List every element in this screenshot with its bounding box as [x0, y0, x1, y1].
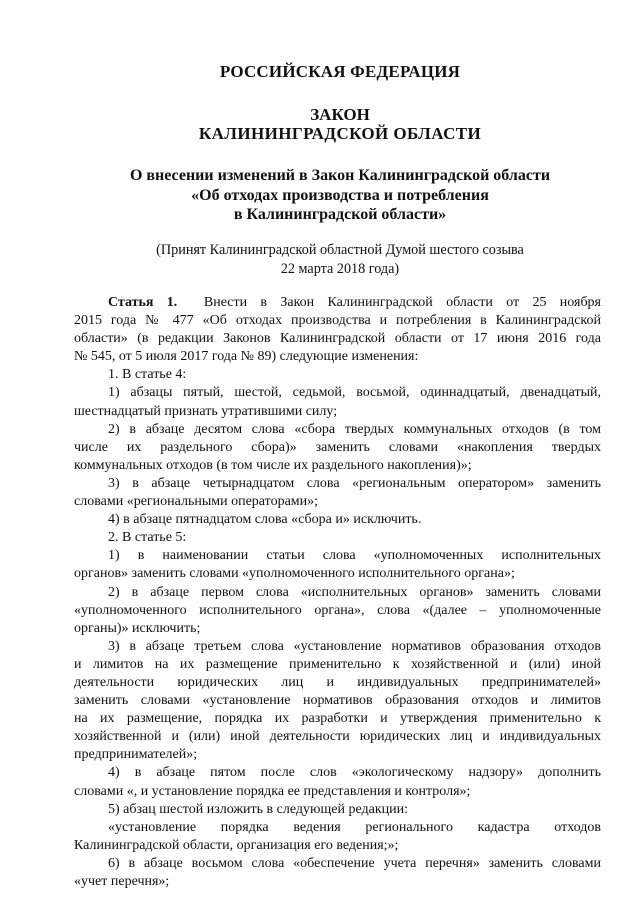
body-line: Калининградской области, организация его ведения;»; [74, 837, 399, 853]
body-line: органов» заменить словами «уполномоченного исполнительного органа»; [74, 566, 515, 582]
body-line-text: Внести в Закон Калининградской области от 25 ноября [203, 295, 601, 310]
body-line [74, 294, 601, 312]
adoption-note-line: (Принят Калининградской областной Думой шестого созыва [156, 242, 524, 258]
body-line: органы)» исключить; [74, 620, 201, 636]
body-line: заменить словами «установление нормативов образования отходов и лимитов [74, 693, 601, 709]
adoption-note-line: 22 марта 2018 года) [280, 260, 400, 277]
law-title-line: «Об отходах производства и потребления [191, 186, 489, 204]
body-line: 4) в абзаце пятом после слов «экологическому надзору» дополнить [108, 765, 601, 781]
body-line: 1) абзацы пятый, шестой, седьмой, восьмой, одиннадцатый, двенадцатый, [108, 385, 601, 401]
body-line: коммунальных отходов (в том числе их раздельного накопления)»; [74, 457, 472, 473]
body-line: 2) в абзаце первом слова «исполнительных органов» заменить словами [108, 584, 601, 600]
body-line: шестнадцатый признать утратившими силу; [74, 403, 338, 419]
body-line: и лимитов на их размещение применительно к хозяйственной и (или) иной [74, 656, 601, 672]
federation-heading: РОССИЙСКАЯ ФЕДЕРАЦИЯ [219, 62, 461, 81]
body-line: 3) в абзаце третьем слова «установление нормативов образования отходов [108, 638, 601, 654]
law-title [0, 166, 640, 225]
body-line: 1. В статье 4: [108, 367, 187, 383]
body-line: 6) в абзаце восьмом слова «обеспечение учета перечня» заменить словами [108, 855, 601, 871]
body-line: 3) в абзаце четырнадцатом слова «региональным оператором» заменить [108, 475, 601, 491]
body-line: «учет перечня»; [74, 874, 170, 889]
body-line: 2. В статье 5: [108, 530, 187, 546]
body-line: 5) абзац шестой изложить в следующей редакции: [108, 801, 408, 817]
law-body [74, 294, 601, 891]
body-line: 2) в абзаце десятом слова «сбора твердых коммунальных отходов (в том [108, 421, 601, 437]
body-line: «установление порядка ведения регионального кадастра отходов [108, 819, 601, 835]
body-line: 1) в наименовании статьи слова «уполномоченных исполнительных [108, 548, 601, 564]
body-line: 4) в абзаце пятнадцатом слова «сбора и» исключить. [108, 512, 422, 528]
body-line: деятельности юридических лиц и индивидуальных предпринимателей» [74, 674, 601, 690]
law-title-line: в Калининградской области» [233, 206, 447, 223]
article-label: Статья 1. [108, 295, 178, 310]
body-line: области» (в редакции Законов Калининградской области от 17 июня 2016 года [74, 331, 601, 347]
body-line: № 545, от 5 июля 2017 года № 89) следующие изменения: [74, 349, 419, 365]
adoption-note [0, 241, 640, 278]
body-line: хозяйственной и (или) иной деятельности юридических лиц и индивидуальных [74, 729, 601, 745]
law-heading: ЗАКОН [310, 105, 370, 124]
body-line: числе их раздельного сбора)» заменить словами «накопления твердых [74, 439, 601, 455]
body-line: словами «региональными операторами»; [74, 494, 319, 510]
body-line: словами «, и установление порядка ее представления и контроля»; [74, 783, 471, 799]
body-line: предпринимателей»; [74, 747, 198, 763]
region-heading: КАЛИНИНГРАДСКОЙ ОБЛАСТИ [198, 124, 482, 143]
body-line: на их размещение, порядка их разработки и утверждения применительно к [74, 711, 601, 727]
body-line: «уполномоченного исполнительного органа», слова «(далее – уполномоченные [74, 602, 601, 618]
body-line: 2015 года № 477 «Об отходах производства и потребления в Калининградской [74, 313, 601, 329]
law-title-line: О внесении изменений в Закон Калининградской области [129, 167, 551, 184]
